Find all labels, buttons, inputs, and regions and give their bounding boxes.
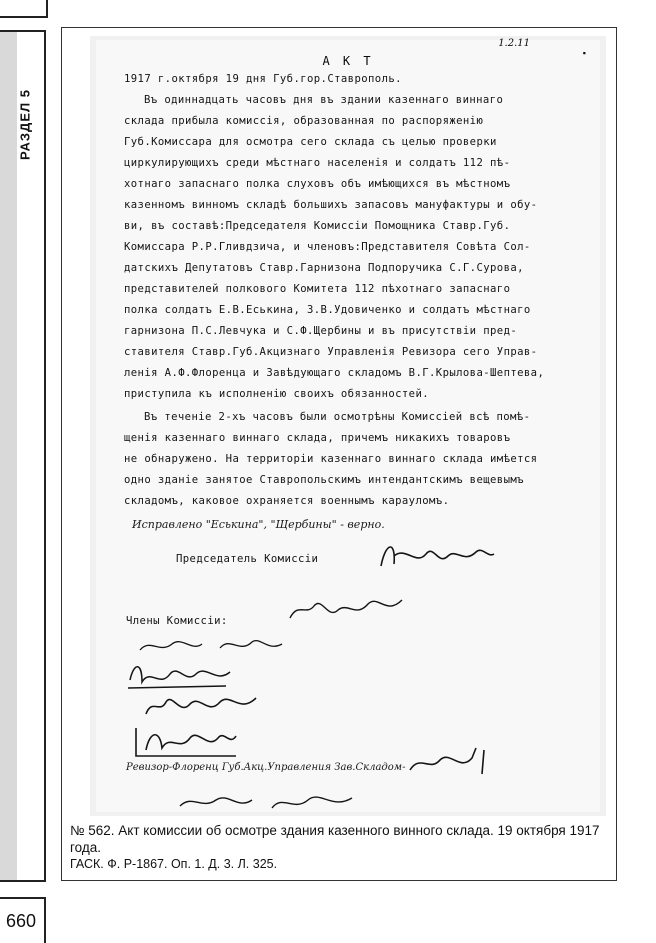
document-line: ставителя Ставр.Губ.Акцизнаго Управленія Ревизора сего Управ- — [124, 346, 538, 358]
document-line: гарнизона П.С.Левчука и С.Ф.Щербины и въ присутствіи пред- — [124, 325, 518, 337]
document-line: представителей полкового Комитета 112 пѣхотнаго запаснаго — [124, 283, 511, 295]
archival-document-photo — [90, 36, 606, 816]
document-line: Губ.Комиссара для осмотра сего склада съ целью проверки — [124, 136, 497, 148]
document-line: ви, въ составѣ:Председателя Комиссіи Помощника Ставр.Губ. — [124, 220, 511, 232]
member-signature-surov — [286, 592, 406, 626]
handwritten-correction: Исправлено "Еськина", "Щербины" - верно. — [132, 518, 385, 531]
document-line: приступила къ исполненію своихъ обязанностей. — [124, 388, 430, 400]
document-line: хотнаго запаснаго полка слуховъ объ имѣющихся въ мѣстномъ — [124, 178, 511, 190]
document-corner-note: 1.2.11 — [498, 38, 530, 49]
chairman-signature — [376, 536, 496, 576]
document-line: датскихъ Депутатовъ Ставр.Гарнизона Подпоручика С.Г.Сурова, — [124, 262, 524, 274]
corner-mark-icon: ▪ — [582, 48, 586, 58]
document-title: А К Т — [322, 54, 374, 68]
header-rule — [0, 0, 48, 18]
member-signature-levchuk — [142, 688, 262, 722]
revisor-signature — [406, 746, 496, 780]
figure-caption — [70, 822, 610, 873]
document-line: Въ теченіе 2-хъ часовъ были осмотрѣны Комиссіей всѣ помѣ- — [144, 411, 531, 423]
member-signature-eskin — [136, 630, 286, 660]
section-label: РАЗДЕЛ 5 — [17, 89, 33, 160]
document-line: циркулирующихъ среди мѣстнаго населенія и солдатъ 112 пѣ- — [124, 157, 511, 169]
document-line: полка солдатъ Е.В.Еськина, З.В.Удовиченко и солдатъ мѣстнаго — [124, 304, 531, 316]
document-line: не обнаружено. На территоріи казеннаго виннаго склада имѣется — [124, 453, 538, 465]
document-line: Комиссара Р.Р.Гливдзича, и членовъ:Представителя Совѣта Сол- — [124, 241, 531, 253]
document-line: 1917 г.октября 19 дня Губ.гор.Ставрополь. — [124, 73, 402, 85]
document-line: одно зданіе занятое Ставропольскимъ интендантскимъ вещевымъ — [124, 474, 524, 486]
member-signature-shcherbina — [132, 720, 242, 760]
document-line: ленія А.Ф.Флоренца и Завѣдующаго складомъ В.Г.Крылова-Шептева, — [124, 367, 545, 379]
document-line: щенія казеннаго виннаго склада, причемъ никакихъ товаровъ — [124, 432, 511, 444]
document-line: казенномъ винномъ складѣ большихъ запасовъ мануфактуры и обу- — [124, 199, 538, 211]
warehouse-manager-signature — [176, 788, 356, 818]
document-line: складомъ, каковое охраняется военнымъ карауломъ. — [124, 495, 450, 507]
chairman-label: Председатель Комиссіи — [176, 553, 319, 565]
document-paper — [96, 40, 600, 812]
member-signature-udovichenko — [126, 658, 236, 692]
document-line: склада прибыла комиссія, образованная по распоряженію — [124, 115, 484, 127]
caption-title: № 562. Акт комиссии об осмотре здания казенного винного склада. 19 октября 1917 года. — [70, 823, 600, 855]
caption-archive-reference: ГАСК. Ф. Р-1867. Оп. 1. Д. 3. Л. 325. — [70, 857, 278, 871]
members-label: Члены Комиссіи: — [126, 615, 228, 627]
document-line: Въ одиннадцать часовъ дня въ здании казеннаго виннаго — [144, 94, 504, 106]
page-number: 660 — [0, 897, 46, 943]
final-signature-line: Ревизор-Флоренц Губ.Акц.Управления Зав.Складом- — [126, 762, 406, 773]
